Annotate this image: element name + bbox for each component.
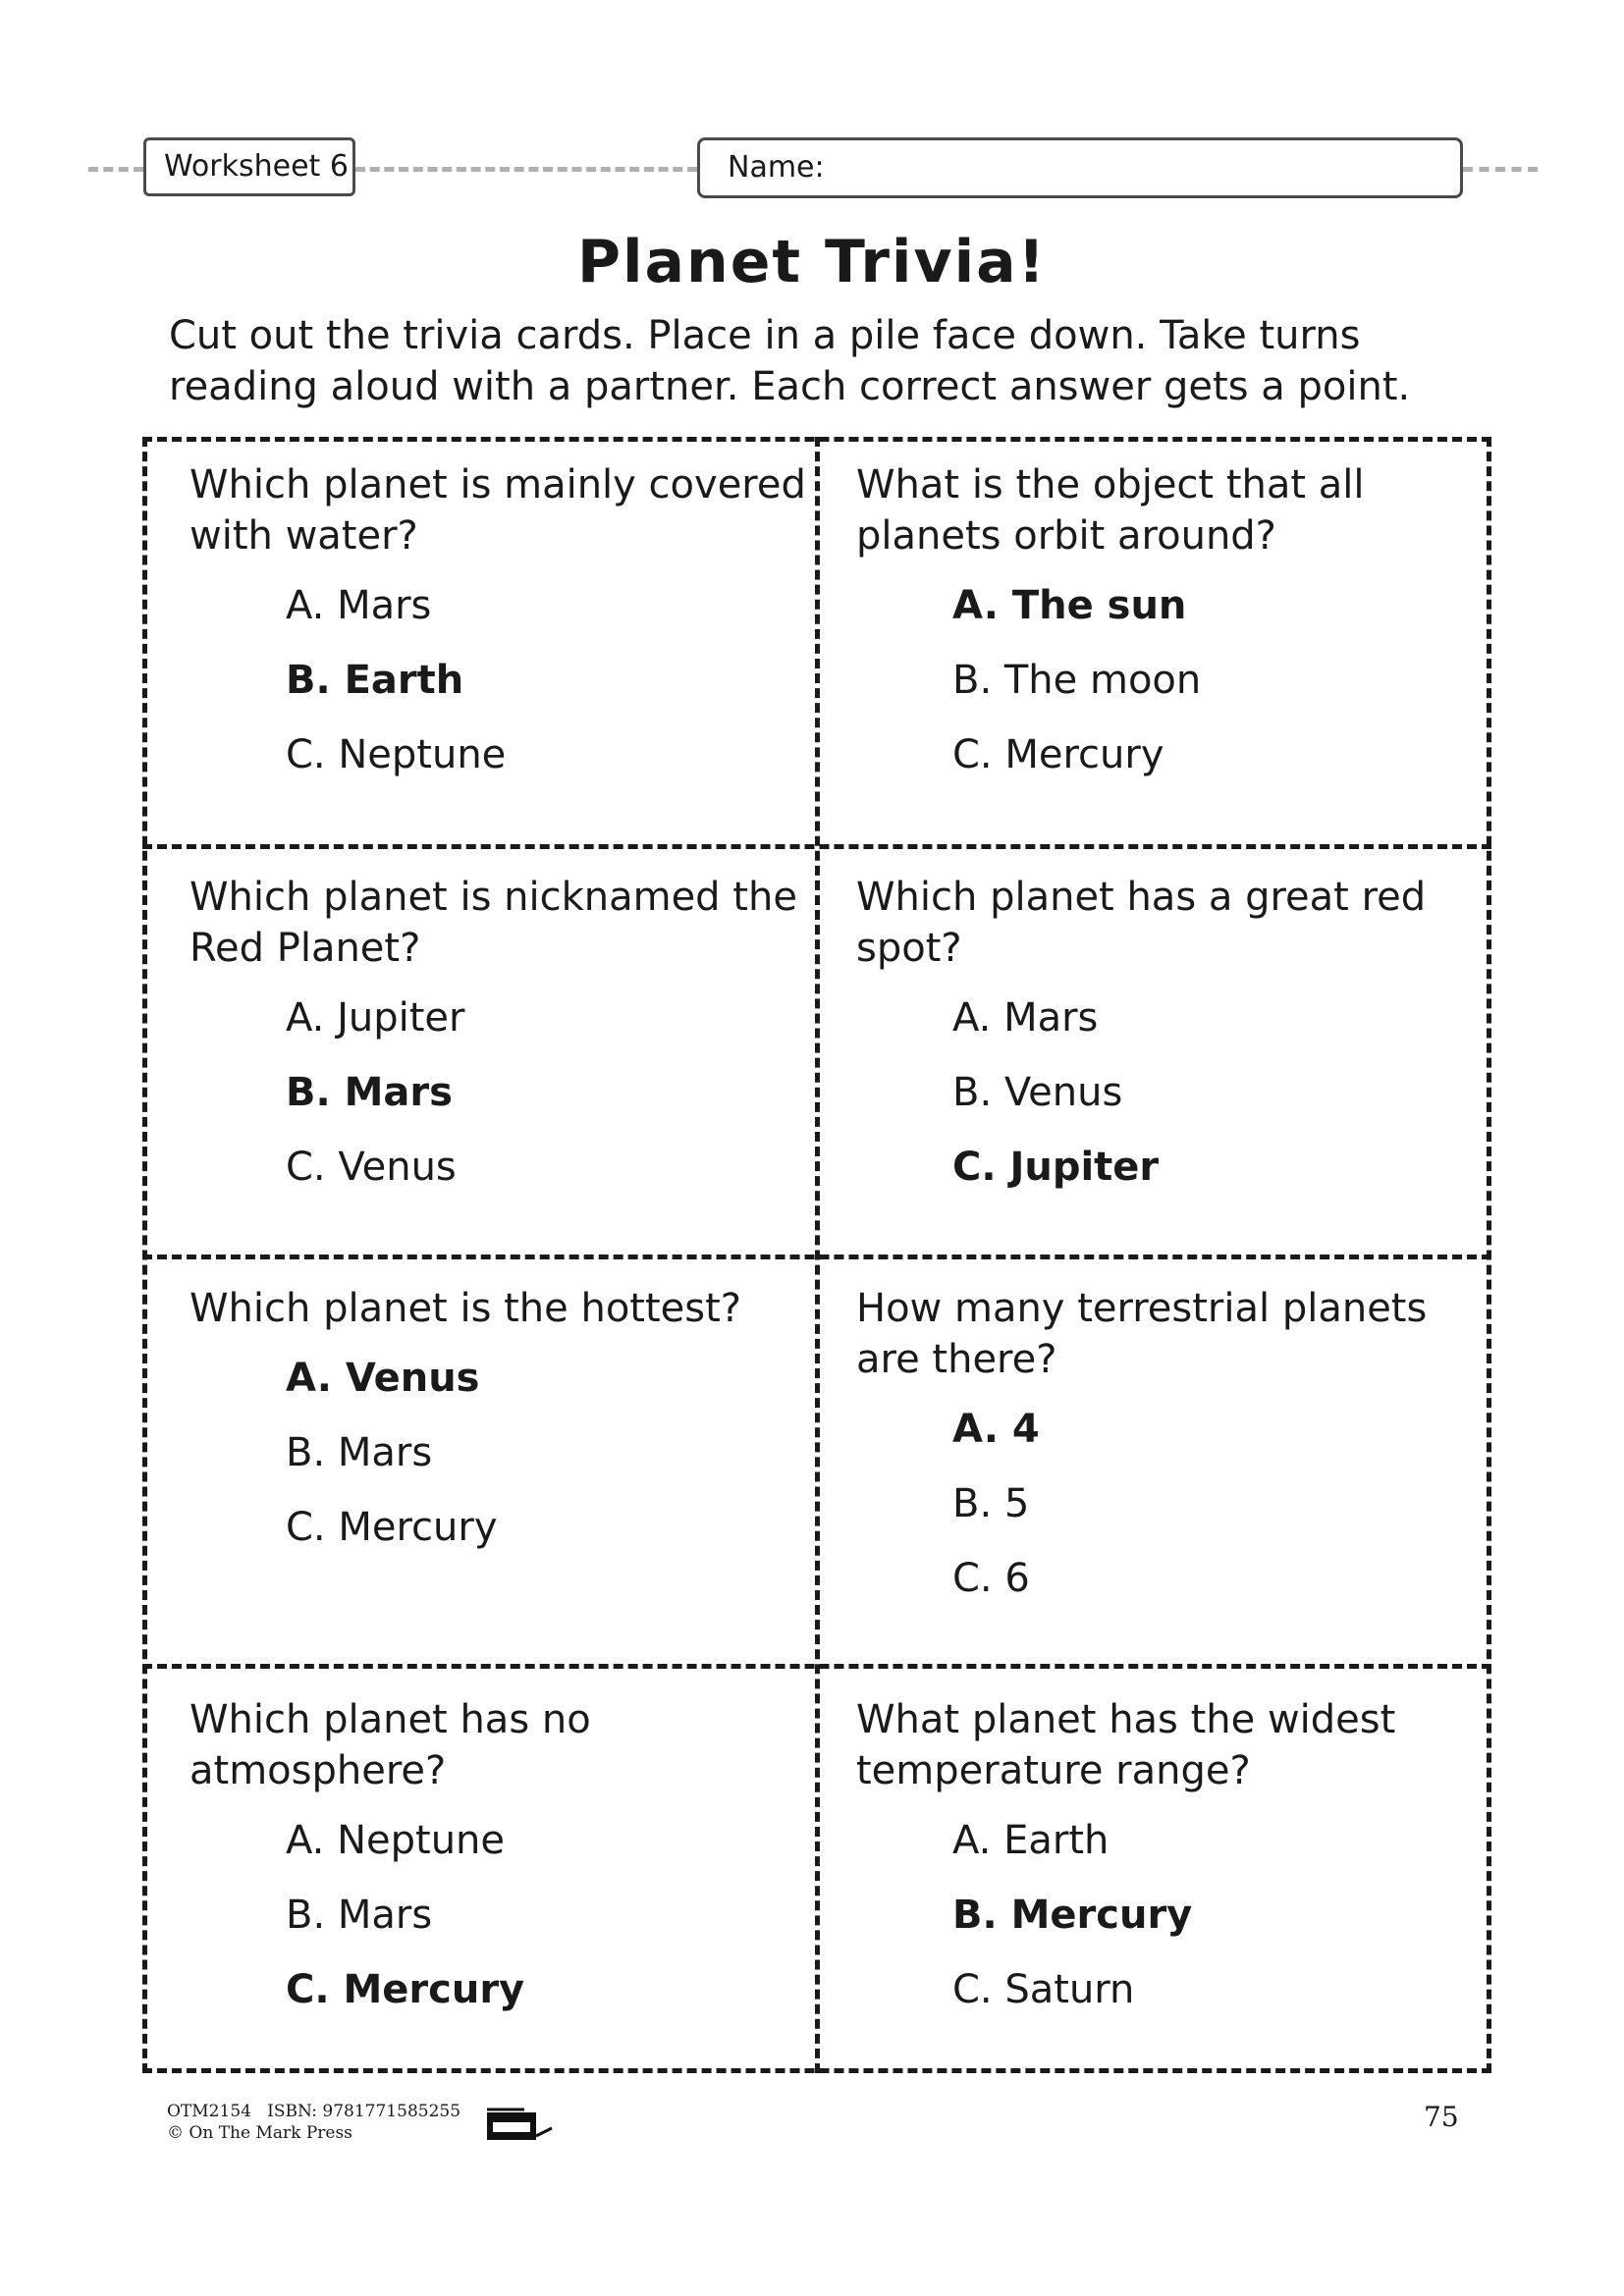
answer-option-correct: A. 4 (952, 1407, 1040, 1452)
answer-option-correct: C. Jupiter (952, 1145, 1160, 1190)
answer-options (286, 1354, 828, 1577)
answer-option: A. Jupiter (286, 995, 465, 1041)
answer-option: C. Mercury (286, 1505, 498, 1550)
footer-publisher-info (167, 2101, 460, 2144)
answer-options (952, 1816, 1494, 2040)
answer-option: B. The moon (952, 658, 1202, 703)
card-grid-cut-line (142, 1255, 1491, 1259)
publisher-logo-icon (485, 2107, 554, 2144)
question-text: Which planet is mainly covered with water? (189, 462, 806, 559)
answer-option-correct: A. Venus (286, 1356, 480, 1401)
name-field[interactable]: Name: (697, 137, 1463, 198)
answer-option: B. Mars (286, 1430, 433, 1475)
answer-option: A. Mars (286, 583, 432, 628)
answer-option: B. Venus (952, 1070, 1123, 1115)
answer-option: A. Earth (952, 1818, 1110, 1863)
trivia-card[interactable] (189, 1694, 828, 2040)
header-dash-middle (355, 167, 697, 172)
question-text: What is the object that all planets orbit around? (856, 462, 1365, 559)
answer-option: A. Neptune (286, 1818, 506, 1863)
answer-option: C. 6 (952, 1556, 1030, 1601)
question-text: Which planet is the hottest? (189, 1286, 742, 1331)
answer-option: C. Saturn (952, 1967, 1135, 2012)
worksheet-label: Worksheet 6 (143, 137, 355, 196)
trivia-card[interactable] (189, 459, 828, 805)
card-grid-cut-line (142, 1664, 1491, 1669)
trivia-card[interactable] (856, 872, 1494, 1217)
answer-option: C. Neptune (286, 732, 507, 777)
answer-options (286, 993, 828, 1217)
answer-option: C. Mercury (952, 732, 1164, 777)
answer-option: B. 5 (952, 1481, 1030, 1526)
answer-option-correct: B. Mercury (952, 1893, 1193, 1938)
answer-option-correct: B. Earth (286, 658, 464, 703)
trivia-card[interactable] (856, 1694, 1494, 2040)
answer-option: C. Venus (286, 1145, 457, 1190)
answer-option-correct: B. Mars (286, 1070, 453, 1115)
header-dash-right (1463, 167, 1538, 172)
header-dash-left (88, 167, 143, 172)
answer-options (952, 1405, 1494, 1629)
question-text: Which planet is nicknamed the Red Planet? (189, 875, 797, 971)
answer-option-correct: C. Mercury (286, 1967, 525, 2012)
card-grid-cut-line (142, 844, 1491, 849)
question-text: What planet has the widest temperature range? (856, 1697, 1396, 1793)
answer-option: B. Mars (286, 1893, 433, 1938)
instructions: Cut out the trivia cards. Place in a pile face down. Take turns reading aloud with a partner. Each correct answer gets a point. (169, 313, 1411, 409)
trivia-card[interactable] (189, 872, 828, 1217)
question-text: Which planet has no atmosphere? (189, 1697, 591, 1793)
answer-options (286, 581, 828, 805)
answer-options (952, 993, 1494, 1217)
page-number: 75 (1424, 2101, 1459, 2133)
trivia-card[interactable] (189, 1283, 828, 1577)
answer-options (286, 1816, 828, 2040)
answer-options (952, 581, 1494, 805)
footer-code-isbn: OTM2154 ISBN: 9781771585255 (167, 2102, 461, 2121)
answer-option-correct: A. The sun (952, 583, 1187, 628)
trivia-card[interactable] (856, 1283, 1494, 1629)
page-title: Planet Trivia! (576, 228, 1048, 296)
footer-copyright: © On The Mark Press (167, 2123, 352, 2143)
trivia-card[interactable] (856, 459, 1494, 805)
question-text: How many terrestrial planets are there? (856, 1286, 1428, 1382)
question-text: Which planet has a great red spot? (856, 875, 1427, 971)
answer-option: A. Mars (952, 995, 1099, 1041)
